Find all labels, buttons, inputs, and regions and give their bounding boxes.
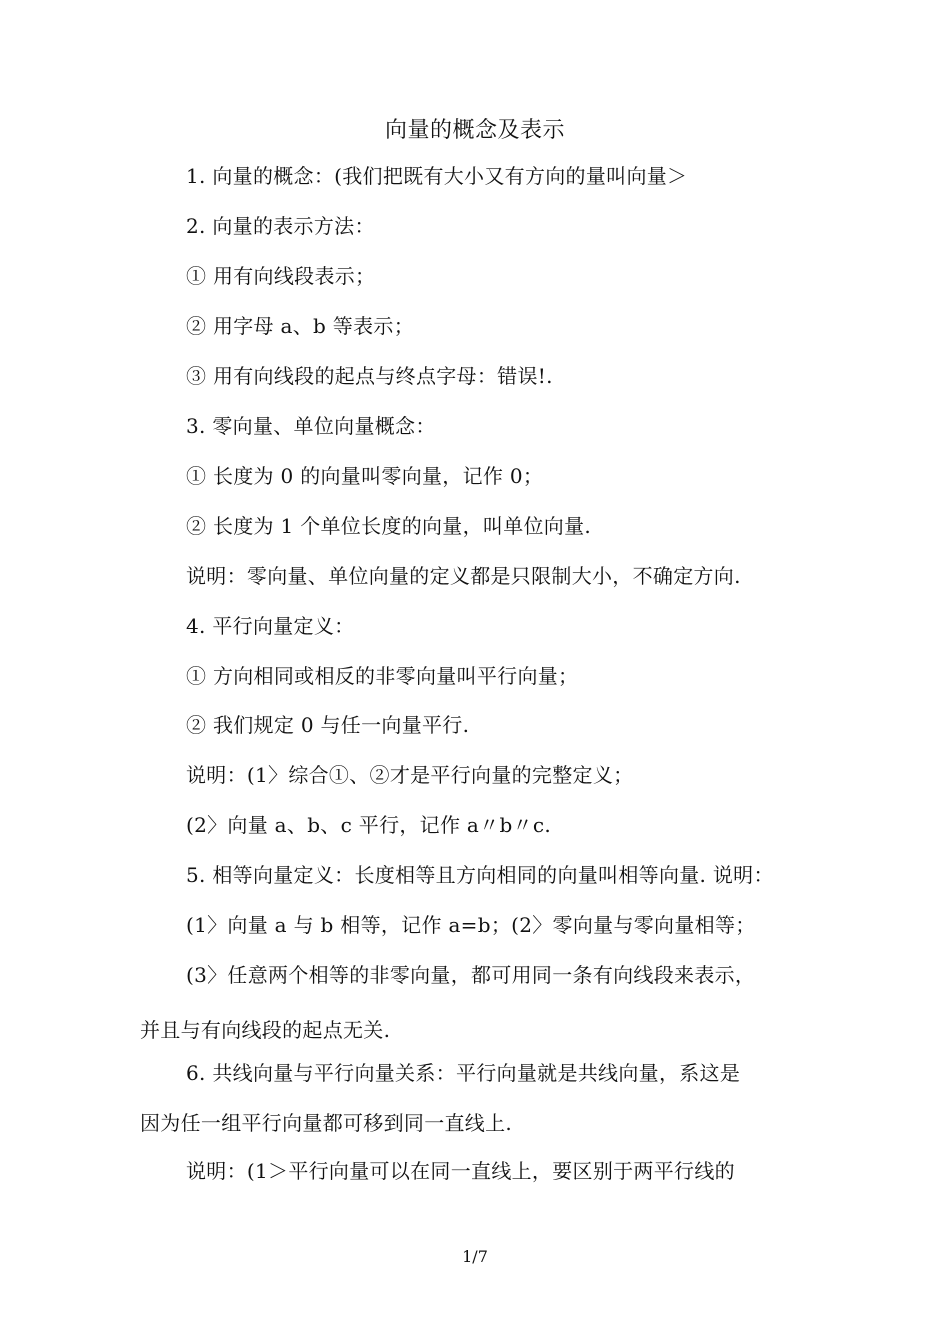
text-line-20: 因为任一组平行向量都可移到同一直线上. bbox=[140, 1111, 513, 1135]
text-line-5: ③ 用有向线段的起点与终点字母：错误!. bbox=[186, 364, 553, 388]
text-line-8: ② 长度为 1 个单位长度的向量，叫单位向量. bbox=[186, 514, 592, 538]
text-line-10: 4. 平行向量定义： bbox=[186, 614, 355, 638]
text-line-19: 6. 共线向量与平行向量关系：平行向量就是共线向量，系这是 bbox=[186, 1061, 741, 1085]
text-line-16: (1〉向量 a 与 b 相等，记作 a=b；(2〉零向量与零向量相等； bbox=[186, 913, 756, 937]
text-line-13: 说明：(1〉综合①、②才是平行向量的完整定义； bbox=[186, 763, 634, 787]
text-line-7: ① 长度为 0 的向量叫零向量，记作 0； bbox=[186, 464, 544, 488]
text-line-21: 说明：(1＞平行向量可以在同一直线上，要区别于两平行线的 bbox=[186, 1159, 735, 1183]
text-line-15: 5. 相等向量定义：长度相等且方向相同的向量叫相等向量. 说明： bbox=[186, 863, 774, 887]
text-line-17: (3〉任意两个相等的非零向量，都可用同一条有向线段来表示， bbox=[186, 963, 756, 987]
text-line-14: (2〉向量 a、b、c 平行，记作 a〃b〃c. bbox=[186, 813, 552, 837]
text-line-9: 说明：零向量、单位向量的定义都是只限制大小，不确定方向. bbox=[186, 564, 741, 588]
text-line-3: ① 用有向线段表示； bbox=[186, 264, 376, 288]
page-number: 1/7 bbox=[462, 1247, 488, 1266]
text-line-4: ② 用字母 a、b 等表示； bbox=[186, 314, 414, 338]
text-line-6: 3. 零向量、单位向量概念： bbox=[186, 414, 436, 438]
text-line-11: ① 方向相同或相反的非零向量叫平行向量； bbox=[186, 664, 579, 688]
text-line-1: 1. 向量的概念：(我们把既有大小又有方向的量叫向量＞ bbox=[186, 164, 688, 188]
text-line-12: ② 我们规定 0 与任一向量平行. bbox=[186, 713, 470, 737]
text-line-2: 2. 向量的表示方法： bbox=[186, 214, 375, 238]
text-line-18: 并且与有向线段的起点无关. bbox=[140, 1018, 391, 1042]
page-title: 向量的概念及表示 bbox=[384, 118, 565, 143]
